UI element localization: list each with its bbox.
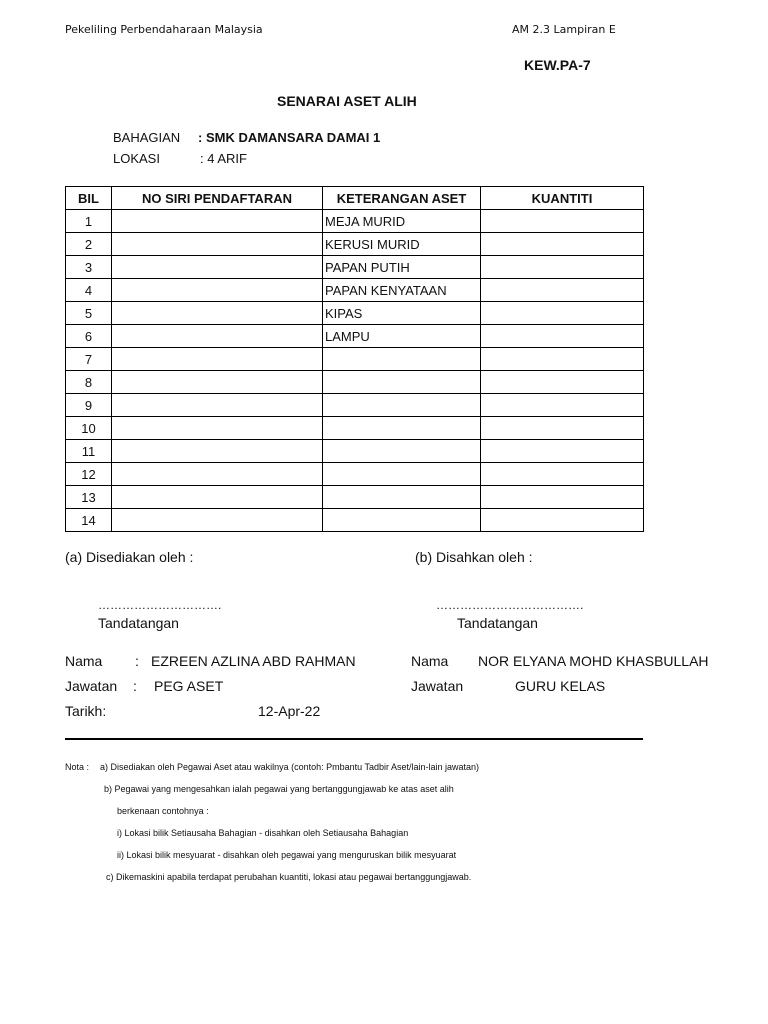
prepared-signature-line: ………………………….: [98, 598, 222, 612]
cell-no-siri: [112, 325, 323, 348]
prepared-tarikh-value: 12-Apr-22: [258, 703, 321, 719]
table-row: [66, 210, 644, 233]
table-row: [66, 302, 644, 325]
lokasi-label: LOKASI: [113, 151, 160, 166]
cell-no-siri: [112, 279, 323, 302]
table-row: [66, 417, 644, 440]
bahagian-value: : SMK DAMANSARA DAMAI 1: [198, 130, 381, 145]
cell-no-siri: [112, 371, 323, 394]
approved-signature-line: ……………………………….: [436, 598, 584, 612]
approved-signature-label: Tandatangan: [457, 615, 538, 631]
lokasi-value: : 4 ARIF: [200, 151, 247, 166]
asset-table: [65, 186, 644, 532]
cell-keterangan: LAMPU: [323, 325, 481, 348]
cell-bil: 12: [66, 463, 112, 486]
cell-bil: 14: [66, 509, 112, 532]
column-header-no-siri: NO SIRI PENDAFTARAN: [112, 187, 323, 210]
table-row: [66, 394, 644, 417]
note-b: b) Pegawai yang mengesahkan ialah pegawai yang bertanggungjawab ke atas aset alih: [104, 784, 454, 794]
cell-kuantiti: [481, 440, 644, 463]
cell-keterangan: [323, 486, 481, 509]
table-row: [66, 256, 644, 279]
column-header-bil: BIL: [66, 187, 112, 210]
cell-kuantiti: [481, 417, 644, 440]
cell-bil: 10: [66, 417, 112, 440]
column-header-kuantiti: KUANTITI: [481, 187, 644, 210]
note-b-ii: ii) Lokasi bilik mesyuarat - disahkan oleh pegawai yang menguruskan bilik mesyuarat: [117, 850, 457, 860]
cell-bil: 13: [66, 486, 112, 509]
note-c: c) Dikemaskini apabila terdapat perubahan kuantiti, lokasi atau pegawai bertanggungjawab.: [106, 872, 472, 882]
table-row: [66, 233, 644, 256]
approved-jawatan-label: Jawatan: [411, 678, 464, 694]
approved-nama-label: Nama: [411, 653, 449, 669]
cell-keterangan: PAPAN PUTIH: [323, 256, 481, 279]
cell-kuantiti: [481, 279, 644, 302]
cell-keterangan: [323, 394, 481, 417]
prepared-nama-label: Nama: [65, 653, 103, 669]
cell-keterangan: PAPAN KENYATAAN: [323, 279, 481, 302]
cell-no-siri: [112, 394, 323, 417]
cell-keterangan: [323, 417, 481, 440]
cell-kuantiti: [481, 463, 644, 486]
cell-bil: 4: [66, 279, 112, 302]
cell-bil: 2: [66, 233, 112, 256]
note-a: a) Disediakan oleh Pegawai Aset atau wakilnya (contoh: Pmbantu Tadbir Aset/lain-lain jawatan): [100, 762, 480, 772]
table-header-row: [66, 187, 644, 210]
table-row: [66, 279, 644, 302]
cell-kuantiti: [481, 394, 644, 417]
prepared-tarikh-label: Tarikh:: [65, 703, 107, 719]
cell-keterangan: KERUSI MURID: [323, 233, 481, 256]
form-code: KEW.PA-7: [524, 57, 591, 73]
cell-no-siri: [112, 486, 323, 509]
cell-bil: 8: [66, 371, 112, 394]
table-row: [66, 371, 644, 394]
cell-kuantiti: [481, 325, 644, 348]
cell-kuantiti: [481, 210, 644, 233]
header-right-text: AM 2.3 Lampiran E: [512, 23, 616, 36]
cell-keterangan: [323, 440, 481, 463]
cell-bil: 11: [66, 440, 112, 463]
table-row: [66, 463, 644, 486]
cell-no-siri: [112, 440, 323, 463]
column-header-keterangan: KETERANGAN ASET: [323, 187, 481, 210]
cell-no-siri: [112, 463, 323, 486]
cell-bil: 9: [66, 394, 112, 417]
note-b-continued: berkenaan contohnya :: [117, 806, 209, 816]
cell-kuantiti: [481, 233, 644, 256]
cell-no-siri: [112, 348, 323, 371]
cell-no-siri: [112, 210, 323, 233]
prepared-nama-value: EZREEN AZLINA ABD RAHMAN: [151, 653, 356, 669]
prepared-jawatan-label: Jawatan: [65, 678, 118, 694]
cell-bil: 6: [66, 325, 112, 348]
cell-keterangan: [323, 463, 481, 486]
cell-bil: 7: [66, 348, 112, 371]
note-b-i: i) Lokasi bilik Setiausaha Bahagian - disahkan oleh Setiausaha Bahagian: [117, 828, 409, 838]
cell-kuantiti: [481, 509, 644, 532]
table-row: [66, 348, 644, 371]
cell-bil: 5: [66, 302, 112, 325]
cell-no-siri: [112, 233, 323, 256]
prepared-jawatan-value: PEG ASET: [154, 678, 224, 694]
cell-kuantiti: [481, 256, 644, 279]
cell-kuantiti: [481, 302, 644, 325]
approved-by-label: (b) Disahkan oleh :: [415, 549, 533, 565]
prepared-nama-separator: :: [135, 653, 139, 669]
approved-nama-value: NOR ELYANA MOHD KHASBULLAH: [478, 653, 709, 669]
cell-bil: 1: [66, 210, 112, 233]
cell-no-siri: [112, 417, 323, 440]
cell-no-siri: [112, 302, 323, 325]
page-title: SENARAI ASET ALIH: [277, 93, 417, 109]
table-row: [66, 325, 644, 348]
cell-keterangan: [323, 371, 481, 394]
notes-lead: Nota :: [65, 762, 90, 772]
cell-keterangan: MEJA MURID: [323, 210, 481, 233]
cell-kuantiti: [481, 348, 644, 371]
cell-keterangan: [323, 509, 481, 532]
cell-kuantiti: [481, 486, 644, 509]
cell-keterangan: KIPAS: [323, 302, 481, 325]
section-divider: [65, 738, 643, 740]
bahagian-label: BAHAGIAN: [113, 130, 181, 145]
prepared-signature-label: Tandatangan: [98, 615, 179, 631]
cell-bil: 3: [66, 256, 112, 279]
table-row: [66, 440, 644, 463]
cell-no-siri: [112, 509, 323, 532]
approved-nama-value-clip: [478, 653, 709, 669]
cell-no-siri: [112, 256, 323, 279]
prepared-jawatan-separator: :: [133, 678, 137, 694]
cell-keterangan: [323, 348, 481, 371]
prepared-by-label: (a) Disediakan oleh :: [65, 549, 194, 565]
table-row: [66, 486, 644, 509]
header-left-text: Pekeliling Perbendaharaan Malaysia: [65, 23, 263, 36]
cell-kuantiti: [481, 371, 644, 394]
approved-jawatan-value: GURU KELAS: [515, 678, 606, 694]
table-row: [66, 509, 644, 532]
